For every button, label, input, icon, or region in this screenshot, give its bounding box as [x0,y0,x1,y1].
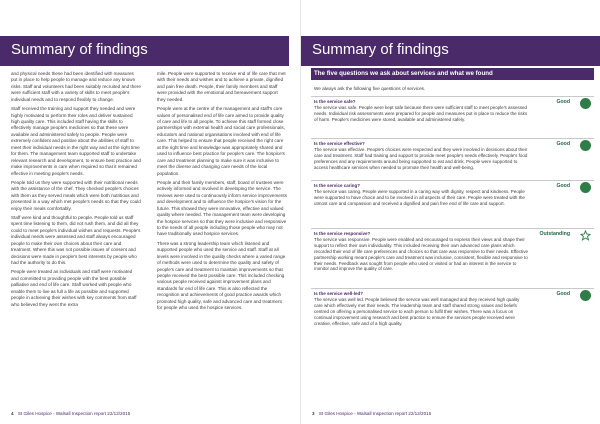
question-caring [311,180,594,228]
intro-text: We always ask the following five questions of services. [314,86,426,91]
rating-label: Good [556,291,570,297]
question-safe [311,96,594,138]
page-title: Summary of findings [11,41,148,58]
question-heading: Is the service responsive? [314,231,371,236]
paragraph: There was a strong leadership team which listened and supported people who used the service and staff. Staff at all levels were involved in the quality checks where a varied range of methods were used to determine the quality and safety of people's care and treatment to maintain improvements so that people received the best possible care. This included checking various people received against improvement plans and standards for end of life care. This is also reflected the recognition and achievements of good practice awards which promoted high quality, safe and advanced care and treatment for people who used the hospice services. [157,240,286,311]
rating-label: Outstanding [539,231,570,237]
question-text: The service was effective. People's choices were respected and they were involved in decisions about their care and treatment. Staff had training and support to provide meet people's needs effectively. People's food preferences and any requirements around being supported to eat and drink. People were supported to access healthcare services when needed to promote their health and well-being. [314,146,528,170]
page-number: 3 [312,411,315,416]
good-dot-icon [580,290,591,301]
paragraph: Staff received the training and support they needed and were highly motivated to perform their roles and deliver sustained high quality care. This included staff having the skills to effectively manage people's medicines so that these were available and administered safely to people. People were extremely confident and positive about the abilities of staff to meet their individual needs in the right way and at the right time for them. The management team supported staff to undertake relevant research and development, to ensure best practice and make improvements in care when required so that it remained effective in meeting people's needs. [11,106,141,176]
question-text: The service was well led. People believed the service was well managed and they received high quality care which effectively met their needs. The leadership team and staff shared strong values and beliefs centred on offering a personalised service to each person to fulfil their wishes. There was a focus on continual improvement using research and best practice to ensure the services people received were creative, effective, safe and of a high quality. [314,296,520,326]
footer-text: St Giles Hospice - Walsall Inspection report 22/12/2015 [17,411,131,416]
question-effective [311,138,594,180]
question-well-led [311,288,594,348]
rating-label: Good [556,99,570,105]
text-column-1 [11,71,141,311]
paragraph: People told us they were supported with their nutritional needs with the assistance of the chef. They checked people's choices with them as they served meals which were both nutritious and presented in a way which met people's needs so that they could enjoy their meals comfortably. [11,179,141,211]
good-dot-icon [580,140,591,151]
question-heading: Is the service caring? [314,183,361,188]
page-footer [11,411,130,416]
good-dot-icon [580,182,591,193]
question-heading: Is the service effective? [314,141,365,146]
rating-label: Good [556,183,570,189]
question-text: The service was caring. People were supported in a caring way with dignity, respect and kindness. People were supported to have choice and to be involved in all aspects of their care. People were treated with the utmost care and compassion and received a dignified and pain free end of life care and support. [314,188,525,206]
good-dot-icon [580,98,591,109]
question-text: The service was safe. People were kept safe because there were sufficient staff to meet people's assessed needs. Individual risk assessments were prepared for people and measures put in place to reduce the risks of harm. People's medicines were stored, available and administered safely. [314,104,528,122]
footer-text: St Giles Hospice - Walsall Inspection report 22/12/2015 [318,411,432,416]
paragraph: and physical needs these had been identified with measures put in place to help people to manage and reduce any known risks. Staff and volunteers had been suitably recruited and there were sufficient staff with a variety of skills to meet people's individual needs and to respond flexibly to change. [11,71,141,102]
question-heading: Is the service well-led? [314,291,364,296]
paragraph: People and their family members, staff, board of trustees were actively informed and involved in developing the service. The reviews were used to continuously inform service improvements and development and to influence the hospice's vision for the future. This showed they were innovative, effective and valued quality where needed. The management team were developing the hospice services so that they were inclusive and responsive to the needs of all people including those people who may not have traditionally used hospice services. [157,179,287,237]
page-number: 4 [11,411,14,416]
paragraph: Staff were kind and thoughtful to people. People told us staff spent time listening to them, did not rush them, and did all they could to meet people's individual wishes and requests. People's individual needs were assessed and staff always encouraged people to make their own choices about their care and treatment. Where this was not possible issues of consent and decisions were made in people's best interests by people who had the authority to do this. [11,214,141,266]
page-footer [312,411,431,416]
text-column-2 [157,71,287,315]
paragraph: mile. People were supported to receive end of life care that met with their needs and wishes and to achieve a private, dignified and pain free death. People, their family members and staff were provided with the emotional and bereavement support they needed. [157,71,286,102]
question-responsive [311,228,594,288]
page-title: Summary of findings [312,41,449,58]
five-questions-title: The five questions we ask about services and what we found [314,70,493,77]
section-banner [0,36,289,66]
outstanding-star-icon [580,230,591,241]
question-heading: Is the service safe? [314,99,356,104]
paragraph: People were at the centre of the management and staff's core values of personalised end of life care aimed to provide quality of care and life to all people. To achieve this staff formed close partnerships with external health and social care professionals, educators and national organisations involved with end of life care. This helped to ensure that people received the right care at the right time and knowledge was appropriately shared and used to influence best practice for people's care. The hospice's care and treatment planning to make sure it was inclusive to meet the diverse and changing care needs of the local population. [157,106,285,176]
section-banner [301,36,600,66]
rating-label: Good [556,141,570,147]
question-text: The service was responsive. People were enabled and encouraged to express their views and shape their support to reflect their own individuality. This included receiving their own advanced care plans which recorded their end of life care preferences and choices so that care was responsive to their needs. Effective partnership working meant people's care and treatment was inclusive, consistent, flexible and responsive to their needs. Feedback was sought from people who used or visited or had an interest in the service to monitor and improve the quality of care. [314,236,529,272]
five-questions-header [311,68,594,80]
paragraph: People were treated as individuals and staff were motivated and committed to providing people with the best possible palliative and end of life care. Staff worked with people who enable them to live as full a life as possible and supported people in achieving their wishes with key comments from staff who believed they went the extra [11,269,137,307]
